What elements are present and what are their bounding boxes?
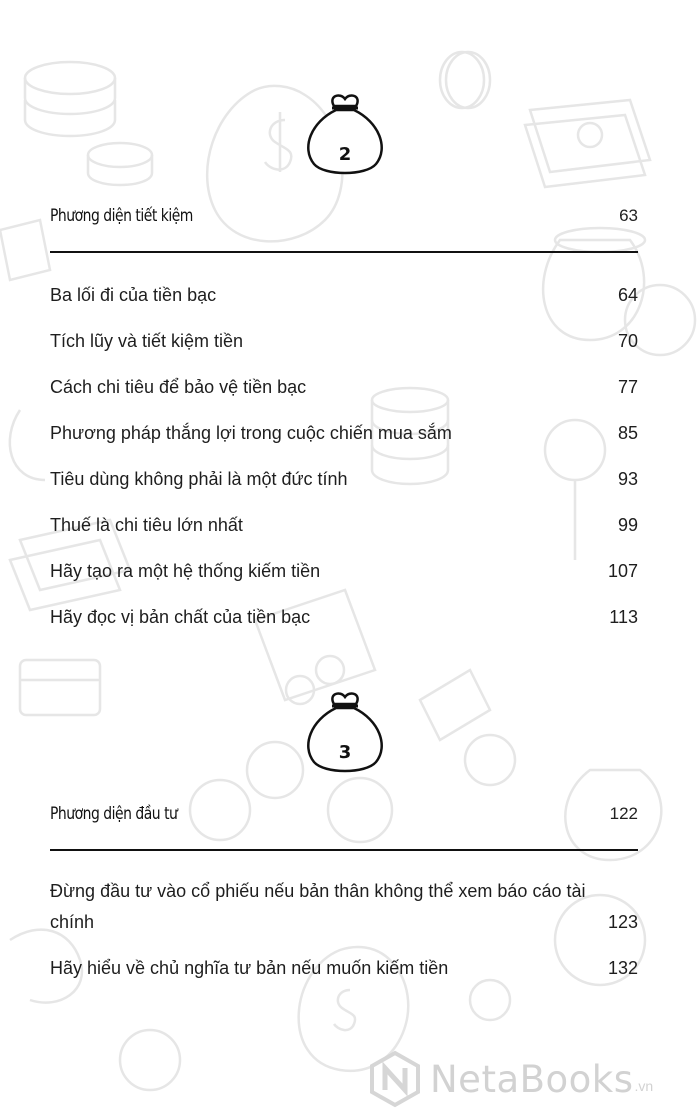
toc-entry-title: Tiêu dùng không phải là một đức tính	[50, 469, 348, 489]
toc-entry	[50, 280, 638, 311]
watermark-name: NetaBooks	[430, 1057, 634, 1101]
toc-entry-page: 107	[607, 561, 638, 581]
toc-entry-page: 70	[617, 331, 638, 351]
section-heading-page: 63	[619, 206, 638, 225]
toc-entry-page: 99	[617, 515, 638, 535]
toc-entry-page: 77	[617, 377, 638, 397]
toc-entry	[50, 953, 638, 984]
section-number: 3	[338, 742, 352, 763]
money-bag-icon	[300, 88, 390, 182]
toc-entry-title: Hãy tạo ra một hệ thống kiếm tiền	[50, 561, 321, 581]
section-heading-title: Phương diện đầu tư	[50, 804, 178, 824]
toc-entry-title: Hãy hiểu về chủ nghĩa tư bản nếu muốn kiếm tiền	[50, 958, 449, 978]
toc-entry	[50, 326, 638, 357]
toc-entry	[50, 418, 638, 449]
watermark-tld: .vn	[634, 1078, 654, 1094]
toc-entry-page: 85	[617, 423, 638, 443]
section-heading	[50, 804, 638, 824]
netabooks-logo-icon	[366, 1050, 424, 1108]
toc-entry-title: Ba lối đi của tiền bạc	[50, 285, 217, 305]
section-heading	[50, 206, 638, 226]
toc-entry	[50, 876, 638, 938]
section-heading-title: Phương diện tiết kiệm	[50, 206, 193, 226]
toc-entry-title: Thuế là chi tiêu lớn nhất	[50, 515, 243, 535]
section-divider	[50, 251, 638, 253]
section-heading-page: 122	[609, 804, 638, 823]
toc-entry	[50, 372, 638, 403]
toc-entry	[50, 556, 638, 587]
toc-entry	[50, 510, 638, 541]
toc-entry-title: Hãy đọc vị bản chất của tiền bạc	[50, 607, 311, 627]
toc-entry-title: Tích lũy và tiết kiệm tiền	[50, 331, 244, 351]
section-number: 2	[338, 144, 352, 165]
toc-entry-page: 132	[607, 958, 638, 978]
toc-entry-title: Phương pháp thắng lợi trong cuộc chiến mua sắm	[50, 423, 452, 443]
toc-entry-page: 113	[609, 607, 638, 627]
toc-entry-page: 93	[617, 469, 638, 489]
toc-entry	[50, 602, 638, 633]
money-bag-icon	[300, 686, 390, 780]
toc-entry-page: 64	[617, 285, 638, 305]
toc-entry-page: 123	[607, 912, 638, 932]
watermark-logo	[366, 1046, 700, 1112]
section-divider	[50, 849, 638, 851]
toc-entry-title: Đừng đầu tư vào cổ phiếu nếu bản thân không thể xem báo cáo tài chính	[50, 881, 586, 932]
toc-entry	[50, 464, 638, 495]
toc-entry-title: Cách chi tiêu để bảo vệ tiền bạc	[50, 377, 307, 397]
